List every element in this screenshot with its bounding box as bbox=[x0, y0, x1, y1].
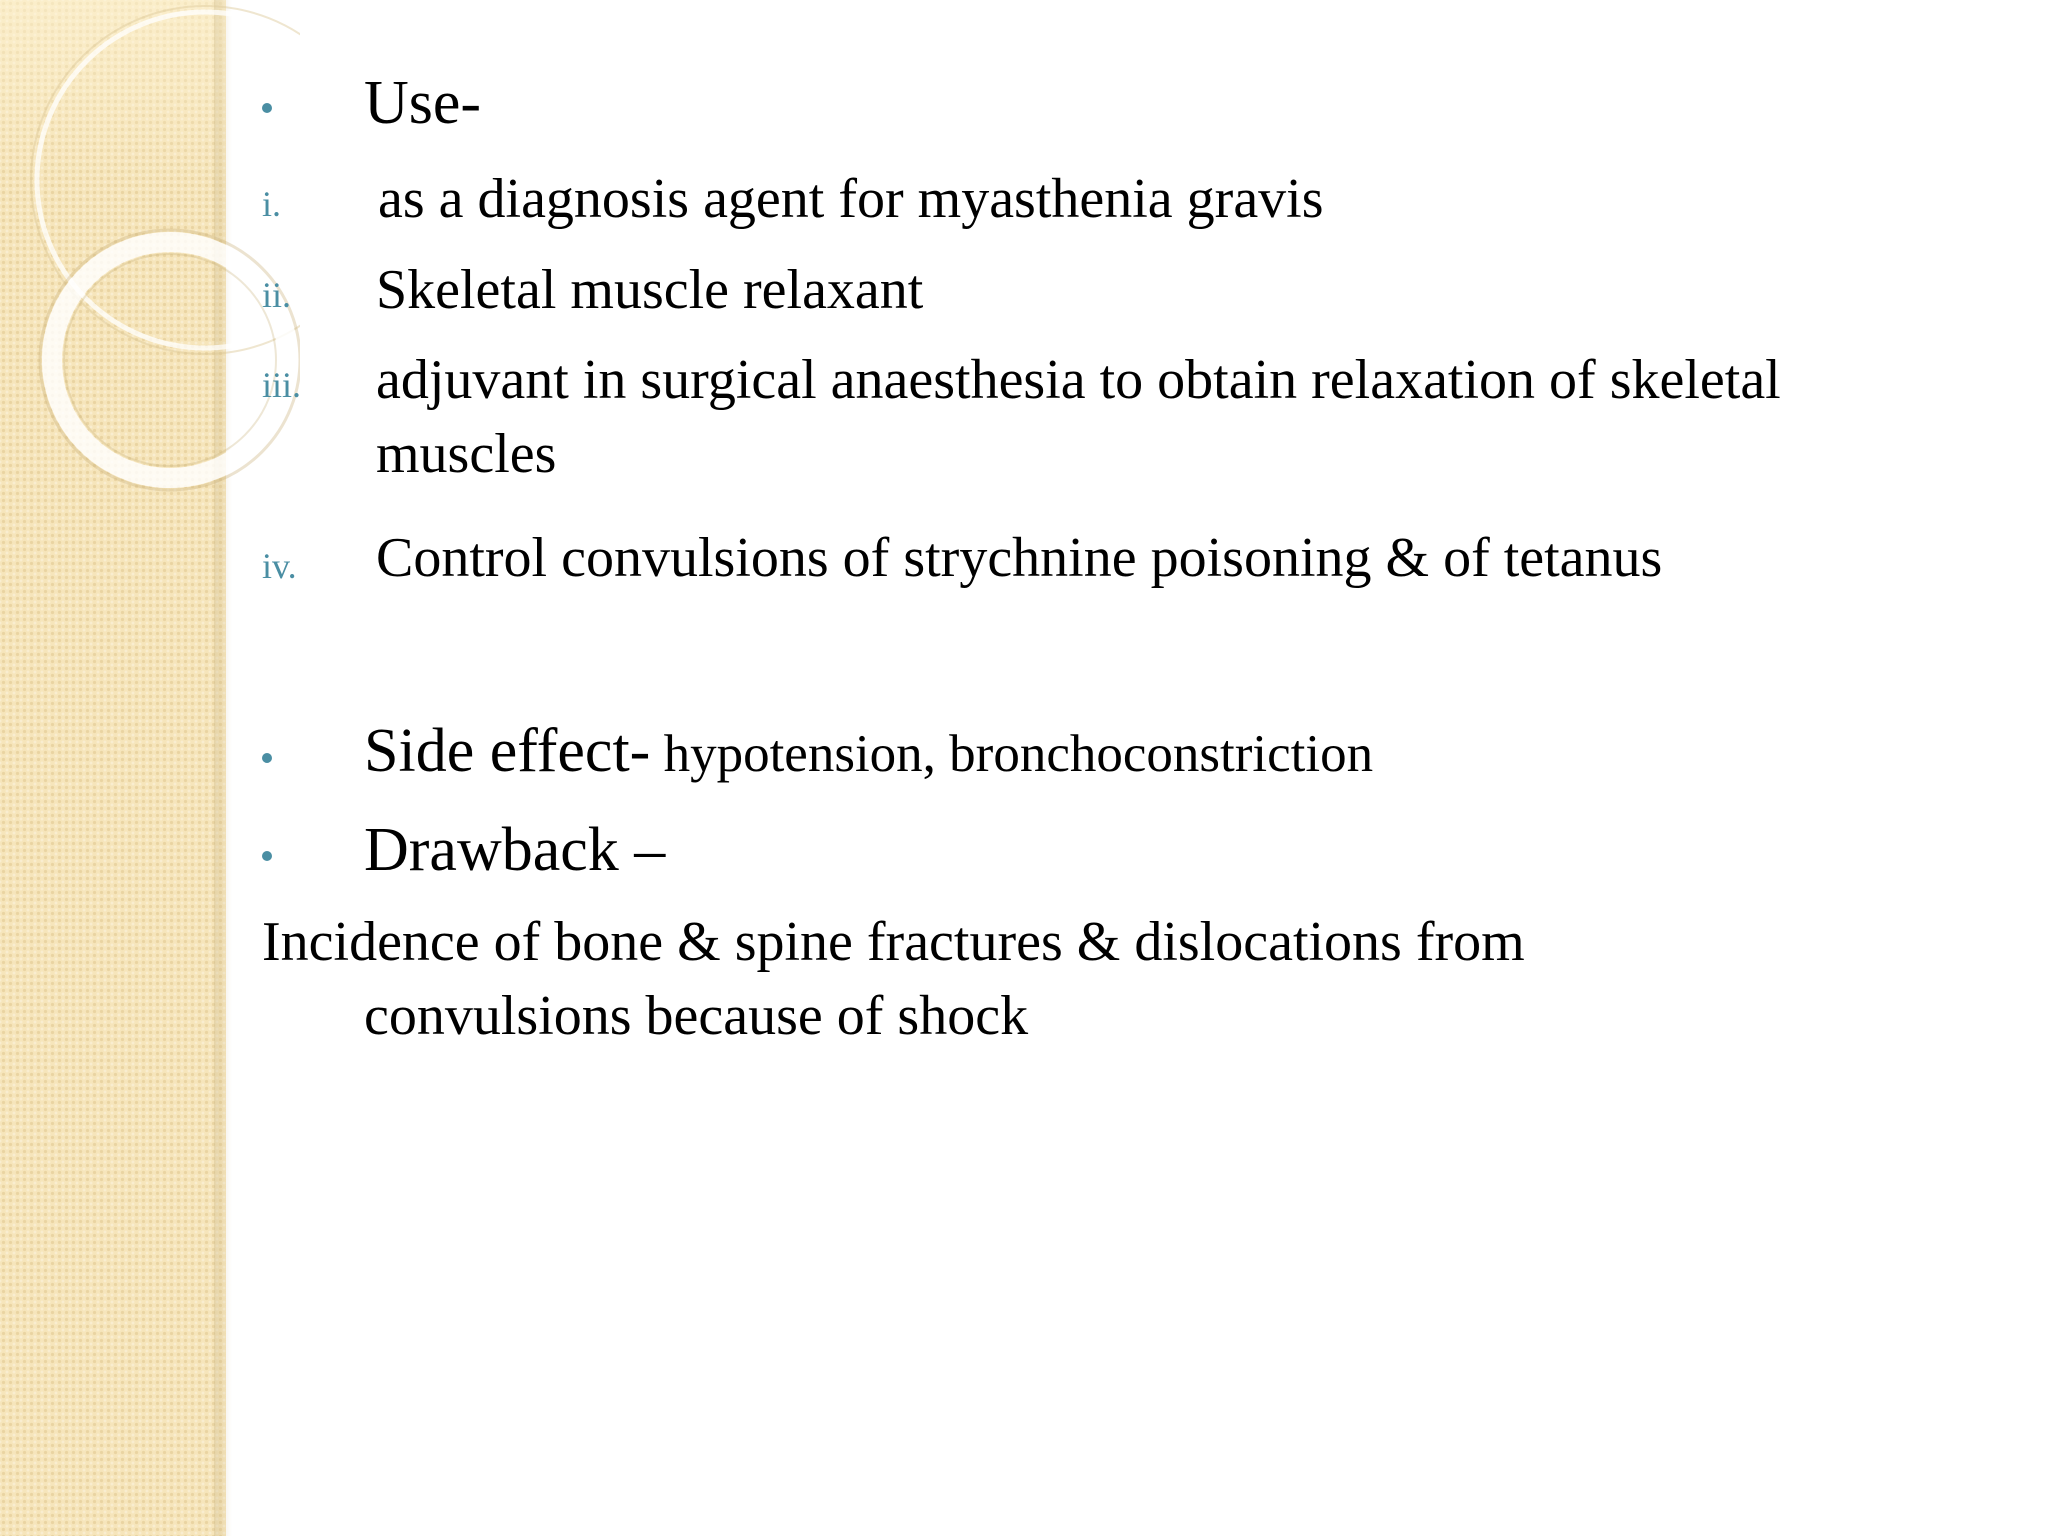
list-marker: ii. bbox=[262, 275, 292, 315]
use-heading: Use- bbox=[364, 69, 482, 137]
drawback-text: Incidence of bone & spine fractures & dislocations from bbox=[262, 911, 1525, 973]
list-item-text: Skeletal muscle relaxant bbox=[376, 259, 924, 321]
drawback-text-continued: convulsions because of shock bbox=[364, 985, 1029, 1047]
decorative-rings-icon bbox=[0, 0, 300, 520]
list-marker: iv. bbox=[262, 546, 297, 586]
drawback-label: Drawback – bbox=[364, 816, 666, 884]
bullet-dot bbox=[262, 753, 272, 763]
list-item-text-continued: muscles bbox=[376, 423, 557, 485]
side-effect-text: hypotension, bronchoconstriction bbox=[650, 725, 1374, 783]
list-item-text: as a diagnosis agent for myasthenia gravis bbox=[378, 168, 1324, 230]
bullet-dot bbox=[262, 103, 272, 113]
side-effect-label: Side effect- bbox=[364, 717, 651, 785]
list-item-text: adjuvant in surgical anaesthesia to obtain relaxation of skeletal bbox=[376, 349, 1781, 411]
bullet-dot bbox=[262, 851, 272, 861]
list-marker: iii. bbox=[262, 365, 302, 405]
list-item-text: Control convulsions of strychnine poisoning & of tetanus bbox=[376, 527, 1663, 589]
side-effect-line bbox=[364, 716, 1373, 787]
list-marker: i. bbox=[262, 184, 282, 224]
